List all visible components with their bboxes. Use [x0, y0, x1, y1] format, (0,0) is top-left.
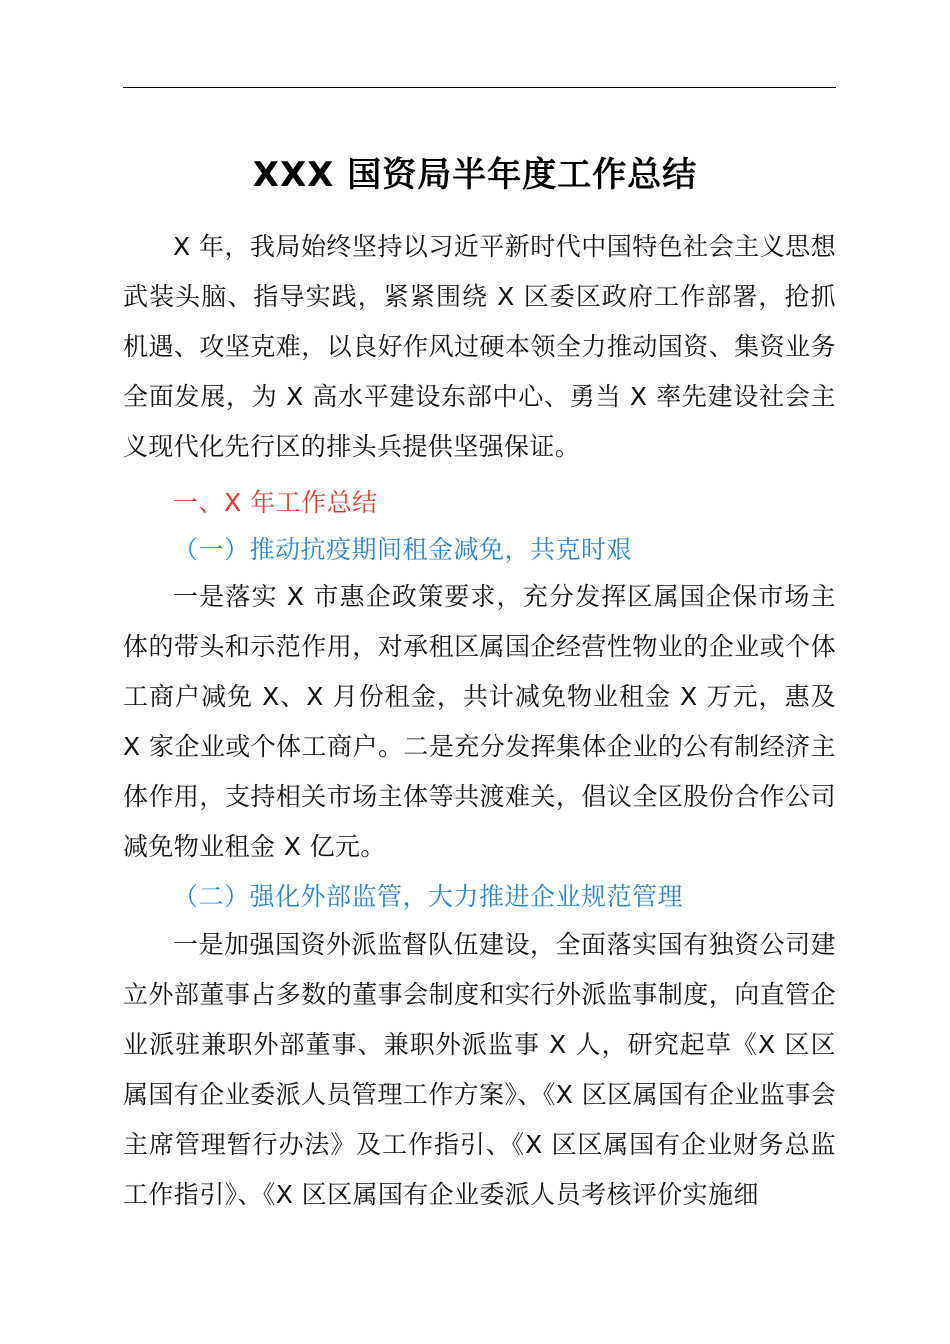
subsection-1-paragraph: 一是落实 X 市惠企政策要求，充分发挥区属国企保市场主体的带头和示范作用，对承租区属国企经营性物业的企业或个体工商户减免 X、X 月份租金，共计减免物业租金 X 万元，惠及 X 家企业或个体工商户。二是充分发挥集体企业的公有制经济主体作用，支持相关市场主体等共渡难关，倡议全区股份合作公司减免物业租金 X 亿元。	[123, 582, 836, 861]
subsection-heading-2: （二）强化外部监管，大力推进企业规范管理	[173, 882, 684, 911]
section-heading-1: 一、X 年工作总结	[173, 488, 378, 517]
document-title: XXX 国资局半年度工作总结	[252, 155, 698, 195]
subsection-2-paragraph: 一是加强国资外派监督队伍建设，全面落实国有独资公司建立外部董事占多数的董事会制度和实行外派监事制度，向直管企业派驻兼职外部董事、兼职外派监事 X 人，研究起草《X 区区属国有企业委派人员管理工作方案》、《X 区区属国有企业监事会主席管理暂行办法》及工作指引、《X 区区属国有企业财务总监工作指引》、《X 区区属国有企业委派人员考核评价实施细	[123, 930, 836, 1209]
intro-paragraph: X 年，我局始终坚持以习近平新时代中国特色社会主义思想武装头脑、指导实践，紧紧围绕 X 区委区政府工作部署，抢抓机遇、攻坚克难，以良好作风过硬本领全力推动国资、集资业务全面发展，为 X 高水平建设东部中心、勇当 X 率先建设社会主义现代化先行区的排头兵提供坚强保证。	[123, 232, 836, 461]
header-rule	[123, 87, 836, 88]
subsection-heading-1: （一）推动抗疫期间租金减免，共克时艰	[173, 535, 633, 564]
